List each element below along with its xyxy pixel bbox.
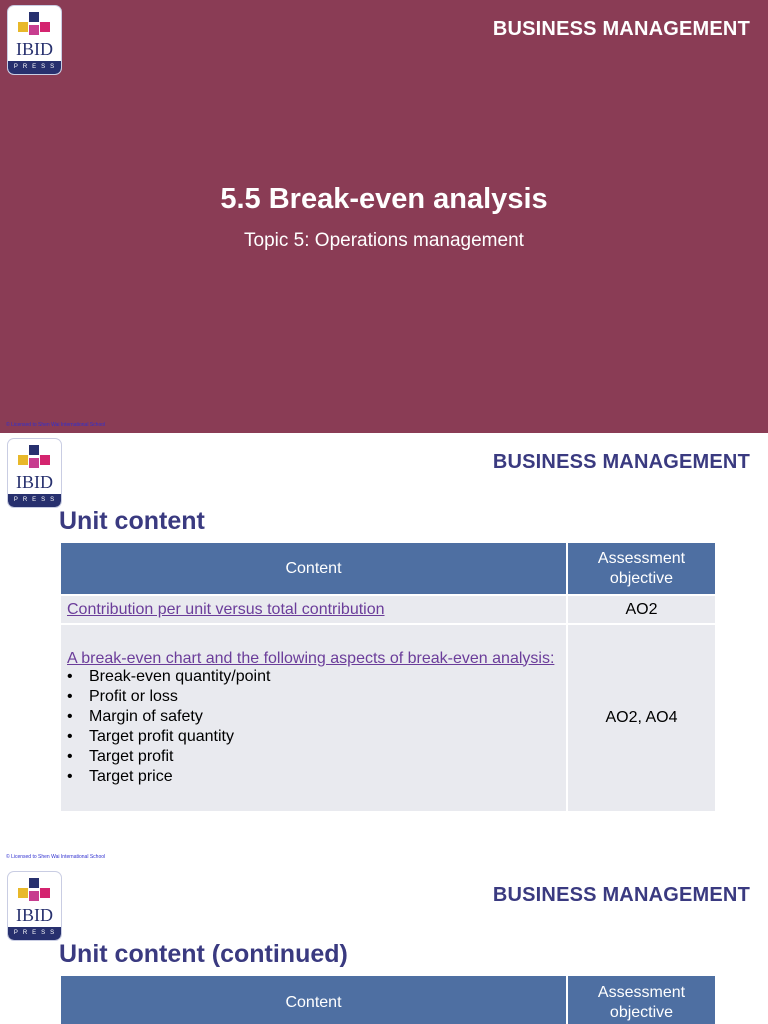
cubes-icon: [18, 445, 51, 471]
list-item: • Profit or loss: [67, 687, 560, 707]
column-header-ao: Assessment objective: [567, 976, 715, 1024]
license-note: © Licensed to Shen Wai International School: [6, 422, 106, 428]
list-item: • Target profit: [67, 747, 560, 767]
ao-cell: AO2, AO4: [567, 624, 715, 811]
unit-content-table: [61, 976, 715, 1024]
column-header-content: Content: [61, 976, 567, 1024]
ibid-logo: [8, 6, 61, 74]
list-item: • Target profit quantity: [67, 727, 560, 747]
table-row: [61, 595, 715, 624]
logo-text: IBID: [16, 905, 53, 925]
content-link[interactable]: A break-even chart and the following aspects of break-even analysis:: [67, 649, 555, 667]
cubes-icon: [18, 12, 51, 38]
logo-subtext: PRESS: [13, 64, 60, 70]
table-row: [61, 624, 715, 811]
unit-content-continued-slide: [0, 866, 768, 1024]
license-note: © Licensed to Shen Wai International School: [6, 854, 106, 860]
ibid-logo: [8, 872, 61, 940]
logo-subtext: PRESS: [13, 497, 60, 503]
unit-content-slide: [0, 433, 768, 866]
slide-subtitle: Topic 5: Operations management: [244, 230, 524, 251]
unit-content-table: [61, 543, 715, 811]
logo-text: IBID: [16, 472, 53, 492]
ibid-logo: [8, 439, 61, 507]
content-link[interactable]: Contribution per unit versus total contribution: [67, 600, 385, 618]
slide-title: Unit content (continued): [59, 940, 348, 968]
slide-title: 5.5 Break-even analysis: [220, 183, 548, 215]
cubes-icon: [18, 878, 51, 904]
list-item: • Target price: [67, 767, 560, 787]
list-item: • Break-even quantity/point: [67, 667, 560, 687]
header-title: BUSINESS MANAGEMENT: [492, 451, 750, 473]
ao-cell: AO2: [567, 595, 715, 624]
bullet-list: [67, 667, 560, 787]
header-title: BUSINESS MANAGEMENT: [492, 884, 750, 906]
header-title: BUSINESS MANAGEMENT: [492, 18, 750, 40]
slide-title: Unit content: [59, 507, 205, 535]
column-header-content: Content: [61, 543, 567, 595]
logo-text: IBID: [16, 39, 53, 59]
logo-subtext: PRESS: [13, 930, 60, 936]
column-header-ao: Assessment objective: [567, 543, 715, 595]
list-item: • Margin of safety: [67, 707, 560, 727]
title-slide: [0, 0, 768, 433]
